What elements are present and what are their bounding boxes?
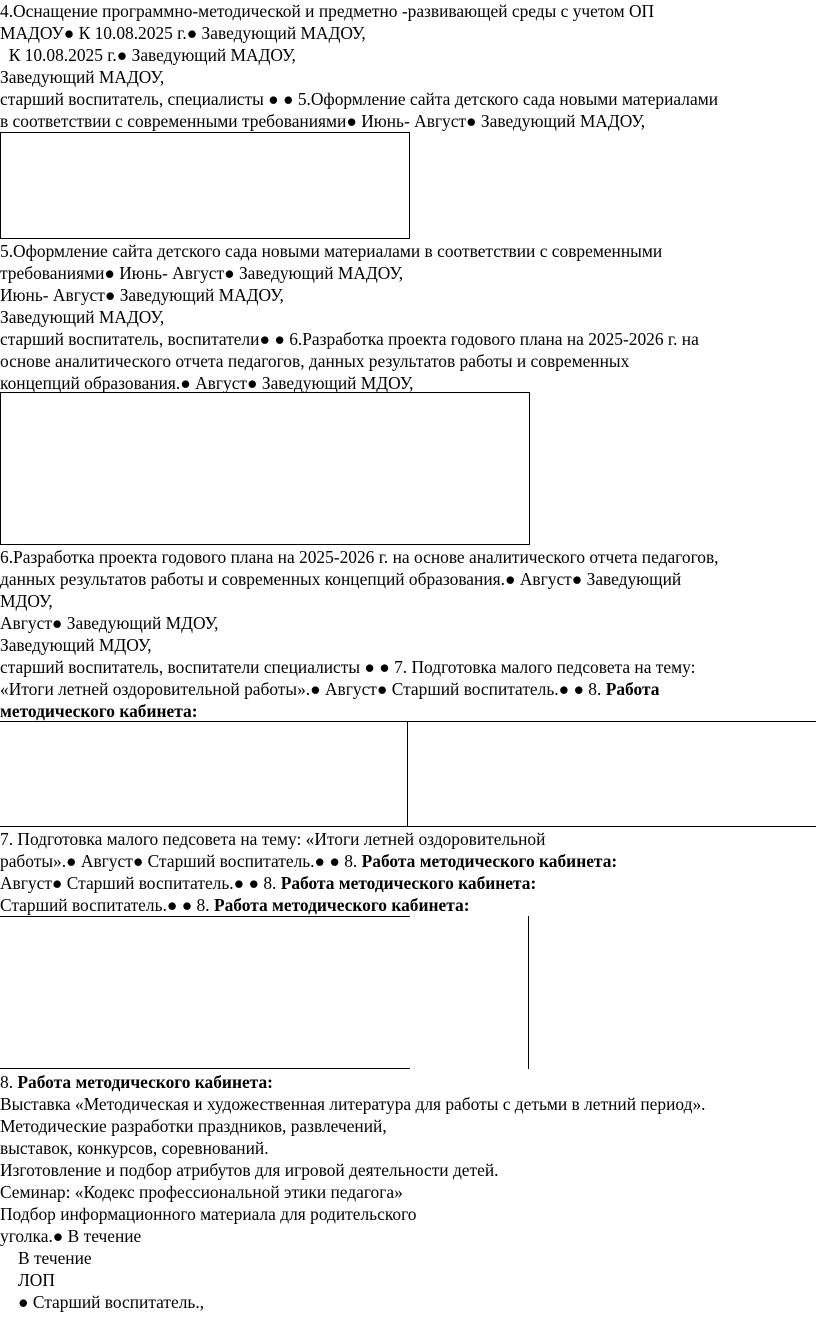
- text-line: В течение: [18, 1248, 92, 1268]
- table-cell-empty: [0, 392, 530, 545]
- text-line: [0, 1071, 273, 1093]
- text-line: концепций образования.● Август● Заведующий МДОУ,: [0, 373, 414, 393]
- text-line: 7. Подготовка малого педсовета на тему: «Итоги летней оздоровительной: [0, 829, 546, 849]
- text-line: [0, 678, 659, 700]
- text-line: Изготовление и подбор атрибутов для игровой деятельности детей.: [0, 1160, 499, 1180]
- text-line: Методические разработки праздников, развлечений,: [0, 1116, 387, 1136]
- text-line: [0, 894, 470, 916]
- table-divider: [528, 916, 529, 1069]
- table-border-top: [0, 916, 410, 917]
- text-line: МАДОУ● К 10.08.2025 г.● Заведующий МАДОУ,: [0, 23, 366, 43]
- text-line: К 10.08.2025 г.● Заведующий МАДОУ,: [0, 45, 296, 65]
- table-divider: [407, 721, 408, 827]
- text-line: старший воспитатель, воспитатели● ● 6.Разработка проекта годового плана на 2025-2026 г. на: [0, 329, 699, 349]
- text-span: 8.: [0, 1072, 18, 1092]
- text-line: выставок, конкурсов, соревнований.: [0, 1138, 269, 1158]
- text-span: Старший воспитатель.● ● 8.: [0, 895, 214, 915]
- bold-text: Работа методического кабинета:: [280, 873, 537, 893]
- text-line: требованиями● Июнь- Август● Заведующий МАДОУ,: [0, 263, 404, 283]
- text-line: старший воспитатель, воспитатели специалисты ● ● 7. Подготовка малого педсовета на тему:: [0, 657, 696, 677]
- text-span: «Итоги летней оздоровительной работы».● Август● Старший воспитатель.● ● 8.: [0, 679, 606, 699]
- text-line: [0, 700, 198, 722]
- text-line: Заведующий МДОУ,: [0, 635, 152, 655]
- table-border-bottom: [0, 826, 816, 827]
- text-line: Август● Заведующий МДОУ,: [0, 613, 219, 633]
- text-line: в соответствии с современными требованиями● Июнь- Август● Заведующий МАДОУ,: [0, 111, 646, 131]
- text-span: Август● Старший воспитатель.● ● 8.: [0, 873, 281, 893]
- text-line: 6.Разработка проекта годового плана на 2025-2026 г. на основе аналитического отчета педагогов,: [0, 547, 719, 567]
- text-line: уголка.● В течение: [0, 1226, 142, 1246]
- text-line: Заведующий МАДОУ,: [0, 67, 165, 87]
- text-line: 5.Оформление сайта детского сада новыми материалами в соответствии с современными: [0, 241, 663, 261]
- text-line: [0, 850, 617, 872]
- text-line: данных результатов работы и современных концепций образования.● Август● Заведующий: [0, 569, 682, 589]
- text-line: Июнь- Август● Заведующий МАДОУ,: [0, 285, 284, 305]
- table-border-bottom: [0, 1068, 410, 1069]
- bold-text: Работа методического кабинета:: [17, 1072, 273, 1092]
- text-line: МДОУ,: [0, 591, 53, 611]
- text-line: Подбор информационного материала для родительского: [0, 1204, 417, 1224]
- text-line: [0, 872, 536, 894]
- bold-text: методического кабинета:: [0, 701, 198, 721]
- text-line: Семинар: «Кодекс профессиональной этики педагога»: [0, 1182, 403, 1202]
- text-line: ЛОП: [18, 1270, 55, 1290]
- text-line: старший воспитатель, специалисты ● ● 5.Оформление сайта детского сада новыми материалами: [0, 89, 719, 109]
- text-span: работы».● Август● Старший воспитатель.● ● 8.: [0, 851, 362, 871]
- table-border-top: [0, 721, 816, 722]
- text-line: ● Старший воспитатель.,: [18, 1292, 205, 1312]
- text-line: основе аналитического отчета педагогов, данных результатов работы и современных: [0, 351, 630, 371]
- bold-text: Работа методического кабинета:: [361, 851, 618, 871]
- table-cell-empty: [0, 132, 410, 239]
- text-line: Заведующий МАДОУ,: [0, 307, 165, 327]
- bold-text: Работа методического кабинета:: [213, 895, 470, 915]
- bold-text: Работа: [605, 679, 660, 699]
- text-line: 4.Оснащение программно-методической и предметно -развивающей среды с учетом ОП: [0, 1, 655, 21]
- text-line: Выставка «Методическая и художественная литература для работы с детьми в летний период».: [0, 1094, 706, 1114]
